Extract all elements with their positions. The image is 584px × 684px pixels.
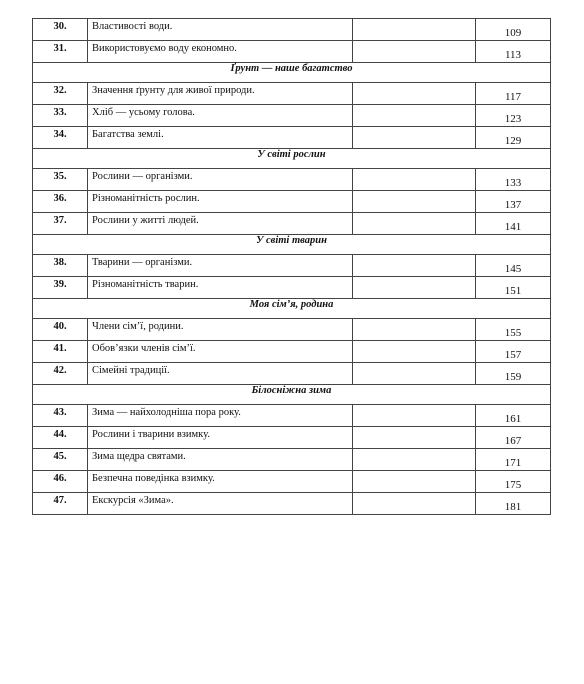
toc-body: [33, 19, 551, 515]
lesson-number: 45.: [33, 449, 88, 471]
toc-row: [33, 277, 551, 299]
page-number: 167: [476, 427, 551, 449]
page-number: 145: [476, 255, 551, 277]
section-heading: Білосніжна зима: [33, 385, 551, 405]
lesson-number: 44.: [33, 427, 88, 449]
lesson-title: Різноманітність тварин.: [88, 277, 353, 299]
toc-row: [33, 341, 551, 363]
toc-row: [33, 105, 551, 127]
empty-cell: [353, 19, 476, 41]
toc-row: [33, 191, 551, 213]
page-number: 171: [476, 449, 551, 471]
empty-cell: [353, 341, 476, 363]
lesson-number: 31.: [33, 41, 88, 63]
section-heading-row: [33, 149, 551, 169]
toc-row: [33, 41, 551, 63]
lesson-title: Рослини у житті людей.: [88, 213, 353, 235]
empty-cell: [353, 191, 476, 213]
lesson-number: 41.: [33, 341, 88, 363]
page-number: 157: [476, 341, 551, 363]
lesson-number: 30.: [33, 19, 88, 41]
empty-cell: [353, 449, 476, 471]
page-number: 155: [476, 319, 551, 341]
lesson-title: Екскурсія «Зима».: [88, 493, 353, 515]
lesson-number: 35.: [33, 169, 88, 191]
lesson-number: 36.: [33, 191, 88, 213]
lesson-title: Різноманітність рослин.: [88, 191, 353, 213]
page-number: 181: [476, 493, 551, 515]
section-heading: У світі тварин: [33, 235, 551, 255]
toc-row: [33, 255, 551, 277]
lesson-title: Хліб — усьому голова.: [88, 105, 353, 127]
toc-row: [33, 427, 551, 449]
empty-cell: [353, 213, 476, 235]
page-number: 161: [476, 405, 551, 427]
lesson-title: Сімейні традиції.: [88, 363, 353, 385]
lesson-title: Рослини і тварини взимку.: [88, 427, 353, 449]
empty-cell: [353, 493, 476, 515]
lesson-title: Безпечна поведінка взимку.: [88, 471, 353, 493]
page-number: 137: [476, 191, 551, 213]
lesson-number: 38.: [33, 255, 88, 277]
section-heading-row: [33, 63, 551, 83]
lesson-title: Значення ґрунту для живої природи.: [88, 83, 353, 105]
lesson-title: Члени сім’ї, родини.: [88, 319, 353, 341]
lesson-number: 33.: [33, 105, 88, 127]
page-number: 133: [476, 169, 551, 191]
lesson-number: 46.: [33, 471, 88, 493]
toc-row: [33, 83, 551, 105]
section-heading: У світі рослин: [33, 149, 551, 169]
toc-row: [33, 19, 551, 41]
section-heading: Ґрунт — наше багатство: [33, 63, 551, 83]
section-heading-row: [33, 235, 551, 255]
lesson-number: 40.: [33, 319, 88, 341]
lesson-title: Властивості води.: [88, 19, 353, 41]
lesson-title: Тварини — організми.: [88, 255, 353, 277]
lesson-title: Використовуємо воду економно.: [88, 41, 353, 63]
toc-row: [33, 493, 551, 515]
empty-cell: [353, 127, 476, 149]
table-of-contents: [32, 18, 551, 515]
page-number: 159: [476, 363, 551, 385]
toc-row: [33, 363, 551, 385]
lesson-title: Рослини — організми.: [88, 169, 353, 191]
empty-cell: [353, 169, 476, 191]
lesson-number: 39.: [33, 277, 88, 299]
toc-row: [33, 405, 551, 427]
section-heading-row: [33, 299, 551, 319]
section-heading-row: [33, 385, 551, 405]
lesson-number: 47.: [33, 493, 88, 515]
page-number: 141: [476, 213, 551, 235]
empty-cell: [353, 319, 476, 341]
page-number: 117: [476, 83, 551, 105]
lesson-number: 34.: [33, 127, 88, 149]
page-number: 151: [476, 277, 551, 299]
lesson-title: Зима щедра святами.: [88, 449, 353, 471]
lesson-number: 37.: [33, 213, 88, 235]
empty-cell: [353, 427, 476, 449]
page-number: 123: [476, 105, 551, 127]
toc-row: [33, 449, 551, 471]
page-number: 109: [476, 19, 551, 41]
lesson-number: 43.: [33, 405, 88, 427]
page-number: 113: [476, 41, 551, 63]
empty-cell: [353, 41, 476, 63]
toc-row: [33, 127, 551, 149]
empty-cell: [353, 83, 476, 105]
empty-cell: [353, 255, 476, 277]
toc-row: [33, 169, 551, 191]
toc-row: [33, 213, 551, 235]
empty-cell: [353, 363, 476, 385]
toc-row: [33, 319, 551, 341]
toc-row: [33, 471, 551, 493]
empty-cell: [353, 277, 476, 299]
empty-cell: [353, 105, 476, 127]
lesson-title: Зима — найхолодніша пора року.: [88, 405, 353, 427]
lesson-title: Багатства землі.: [88, 127, 353, 149]
lesson-number: 32.: [33, 83, 88, 105]
lesson-title: Обов’язки членів сім’ї.: [88, 341, 353, 363]
empty-cell: [353, 471, 476, 493]
page-number: 175: [476, 471, 551, 493]
page-number: 129: [476, 127, 551, 149]
lesson-number: 42.: [33, 363, 88, 385]
empty-cell: [353, 405, 476, 427]
section-heading: Моя сім’я, родина: [33, 299, 551, 319]
